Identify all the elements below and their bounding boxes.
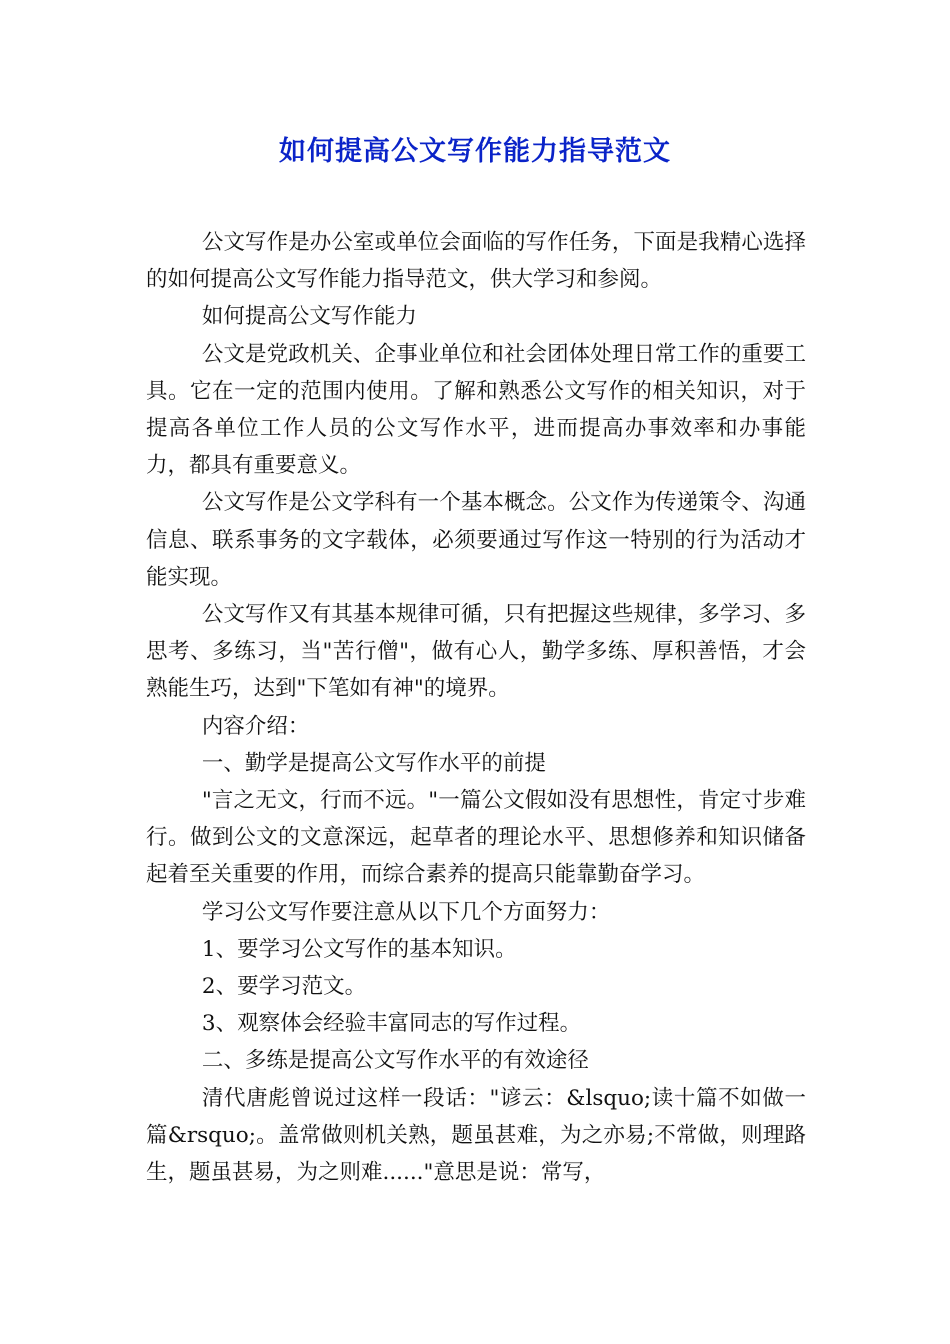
paragraph-rules: 公文写作又有其基本规律可循，只有把握这些规律，多学习、多思考、多练习，当"苦行僧"，做有心人，勤学多练、厚积善悟，才会熟能生巧，达到"下笔如有神"的境界。 [146,602,806,702]
list-item-2: 2、要学习范文。 [201,974,367,1000]
section-heading-2: 二、多练是提高公文写作水平的有效途径 [201,1048,589,1074]
paragraph-heading-how: 如何提高公文写作能力 [201,304,417,330]
paragraph-concept: 公文写作是公文学科有一个基本概念。公文作为传递策令、沟通信息、联系事务的文字载体，必须要通过写作这一特别的行为活动才能实现。 [146,490,806,590]
paragraph-definition: 公文是党政机关、企事业单位和社会团体处理日常工作的重要工具。它在一定的范围内使用。了解和熟悉公文写作的相关知识，对于提高各单位工作人员的公文写作水平，进而提高办事效率和办事能力，都具有重要意义。 [146,341,806,479]
document-body [146,224,806,1191]
paragraph-tang-biao: 清代唐彪曾说过这样一段话："谚云：&lsquo;读十篇不如做一篇&rsquo;。盖常做则机关熟，题虽甚难，为之亦易;不常做，则理路生，题虽甚易，为之则难......"意思是说：常写， [146,1085,806,1186]
document-title: 如何提高公文写作能力指导范文 [279,136,671,167]
section-heading-1: 一、勤学是提高公文写作水平的前提 [201,750,546,776]
paragraph-study-aspects: 学习公文写作要注意从以下几个方面努力： [201,899,611,925]
list-item-1: 1、要学习公文写作的基本知识。 [201,936,517,962]
paragraph-content-intro: 内容介绍： [201,713,310,739]
list-item-3: 3、观察体会经验丰富同志的写作过程。 [201,1011,582,1037]
paragraph-quote: "言之无文，行而不远。"一篇公文假如没有思想性，肯定寸步难行。做到公文的文意深远，起草者的理论水平、思想修养和知识储备起着至关重要的作用，而综合素养的提高只能靠勤奋学习。 [146,788,806,888]
paragraph-intro: 公文写作是办公室或单位会面临的写作任务，下面是我精心选择的如何提高公文写作能力指导范文，供大学习和参阅。 [146,230,806,293]
